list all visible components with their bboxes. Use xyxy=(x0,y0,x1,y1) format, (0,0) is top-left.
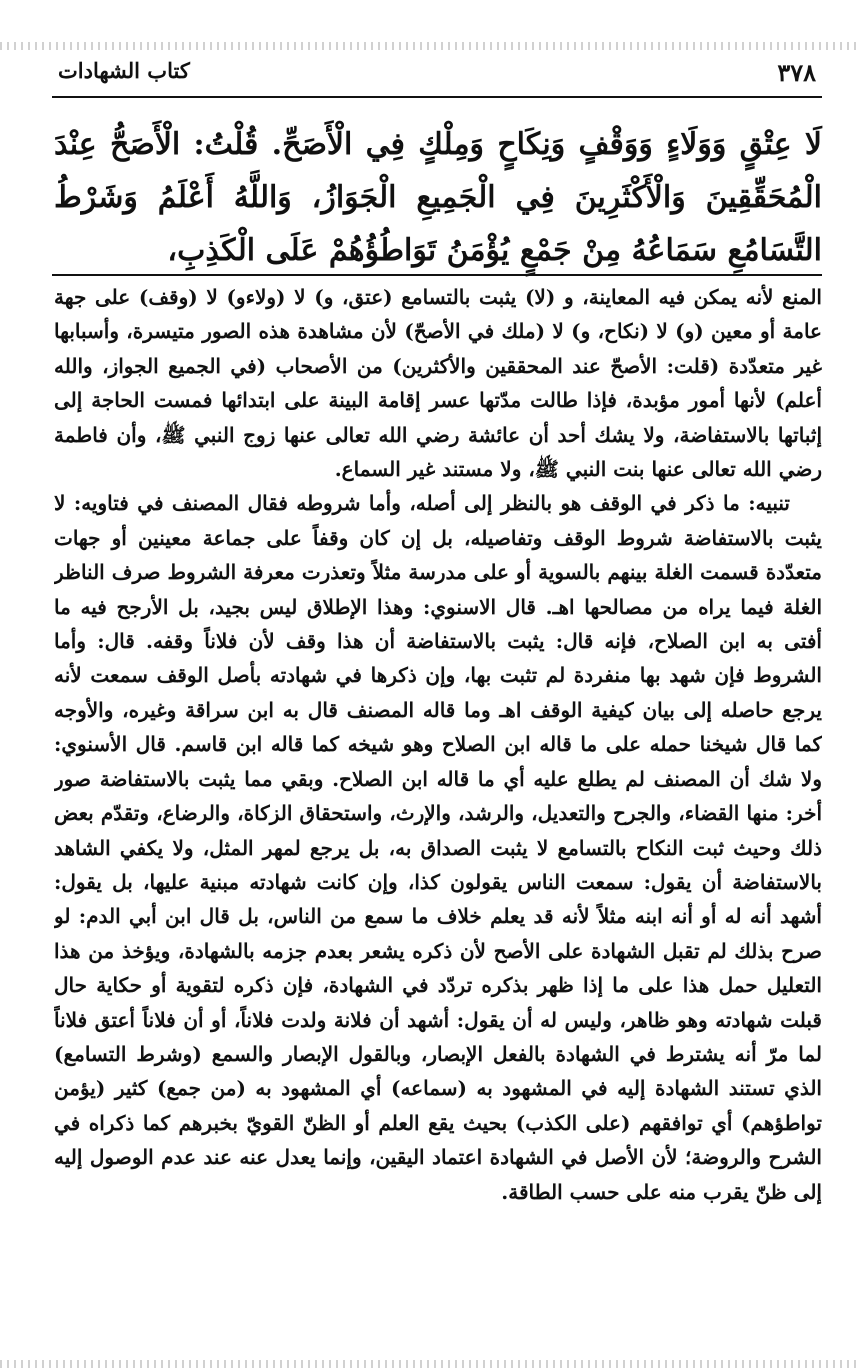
matn-divider xyxy=(52,274,822,276)
commentary-paragraph: تنبيه: ما ذكر في الوقف هو بالنظر إلى أصله، وأما شروطه فقال المصنف في فتاويه: لا يثبت بالاستفاضة شروط الوقف وتفاصيله، بل إن كان وقفاً على جماعة معينين أو جهات متعدّدة قسمت الغلة بينهم بالسوية أو على مدرسة مثلاً وتعذرت معرفة الشروط صرف الناظر الغلة فيما يراه من مصالحها اهـ. قال الاسنوي: وهذا الإطلاق ليس بجيد، بل الأرجح فيه ما أفتى به ابن الصلاح، فإنه قال: يثبت بالاستفاضة أن هذا وقف لأن فلاناً وقفه. قال: وأما الشروط فإن شهد بها منفردة لم تثبت بها، وإن ذكرها في شهادته بأصل الوقف سمعت لأنه يرجع حاصله إلى بيان كيفية الوقف اهـ وما قاله المصنف قال به ابن سراقة وغيره، والأوجه كما قال شيخنا حمله على ما قاله ابن الصلاح وهو شيخه كما قاله ابن قاسم. قال الأسنوي: ولا شك أن المصنف لم يطلع عليه أي ما قاله ابن الصلاح. وبقي مما يثبت بالاستفاضة صور أخر: منها القضاء، والجرح والتعديل، والرشد، والإرث، واستحقاق الزكاة، والرضاع، وتقدّم بعض ذلك وحيث ثبت النكاح بالتسامع لا يثبت الصداق به، بل يرجع لمهر المثل، ولا يكفي الشاهد بالاستفاضة أن يقول: سمعت الناس يقولون كذا، وإن كانت شهادته مبنية عليها، بل يقول: أشهد أنه له أو أنه ابنه مثلاً لأنه قد يعلم خلاف ما سمع من الناس، بل قال ابن أبي الدم: لو صرح بذلك لم تقبل الشهادة على الأصح لأن ذكره يشعر بعدم جزمه بالشهادة، ويؤخذ من هذا التعليل حمل هذا على ما إذا ظهر بذكره تردّد في الشهادة، فإن ذكره لتقوية أو حكاية حال قبلت شهادته وهو ظاهر، وليس له أن يقول: أشهد أن فلانة ولدت فلاناً، أو أن فلاناً أعتق فلاناً لما مرّ أنه يشترط في الشهادة بالفعل الإبصار، وبالقول الإبصار والسمع (وشرط التسامع) الذي تستند الشهادة إليه في المشهود به (سماعه) أي المشهود به (من جمع) كثير (يؤمن تواطؤهم) أي توافقهم (على الكذب) بحيث يقع العلم أو الظنّ القويّ بخبرهم كما ذكراه في الشرح والروضة؛ لأن الأصل في الشهادة اعتماد اليقين، وإنما يعدل عنه عند عدم الوصول إليه إلى ظنّ يقرب منه على حسب الطاقة. xyxy=(54,491,822,1204)
page-header xyxy=(52,52,822,96)
commentary-paragraph: المنع لأنه يمكن فيه المعاينة، و (لا) يثبت بالتسامع (عتق، و) لا (ولاءو) لا (وقف) على جهة عامة أو معين (و) لا (نكاح، و) لا (ملك في الأصحّ) لأن مشاهدة هذه الصور متيسرة، وأسبابها غير متعدّدة (قلت: الأصحّ عند المحققين والأكثرين) من الأصحاب (في الجميع الجواز، والله أعلم) لأنها أمور مؤبدة، فإذا طالت مدّتها عسر إقامة البينة على ابتدائها فمست الحاجة إلى إثباتها بالاستفاضة، ولا يشك أحد أن عائشة رضي الله تعالى عنها زوج النبي ﷺ، وأن فاطمة رضي الله تعالى عنها بنت النبي ﷺ، ولا مستند غير السماع. xyxy=(54,285,822,482)
page-edge-top xyxy=(0,42,856,50)
page-edge-bottom xyxy=(0,1360,856,1368)
page-number: ٣٧٨ xyxy=(777,58,816,87)
header-rule xyxy=(52,96,822,98)
matn-text: لَا عِتْقٍ وَوَلَاءٍ وَوَقْفٍ وَنِكَاحٍ وَمِلْكٍ فِي الْأَصَحِّ. قُلْتُ: الْأَصَحُّ عِنْدَ الْمُحَقِّقِينَ وَالْأَكْثَرِينَ فِي الْجَمِيعِ الْجَوَازُ، وَاللَّهُ أَعْلَمُ وَشَرْطُ التَّسَامُعِ سَمَاعُهُ مِنْ جَمْعٍ يُؤْمَنُ تَوَاطُؤُهُمْ عَلَى الْكَذِبِ، xyxy=(54,127,822,268)
running-title: كتاب الشهادات xyxy=(58,58,190,83)
commentary xyxy=(54,280,822,1330)
